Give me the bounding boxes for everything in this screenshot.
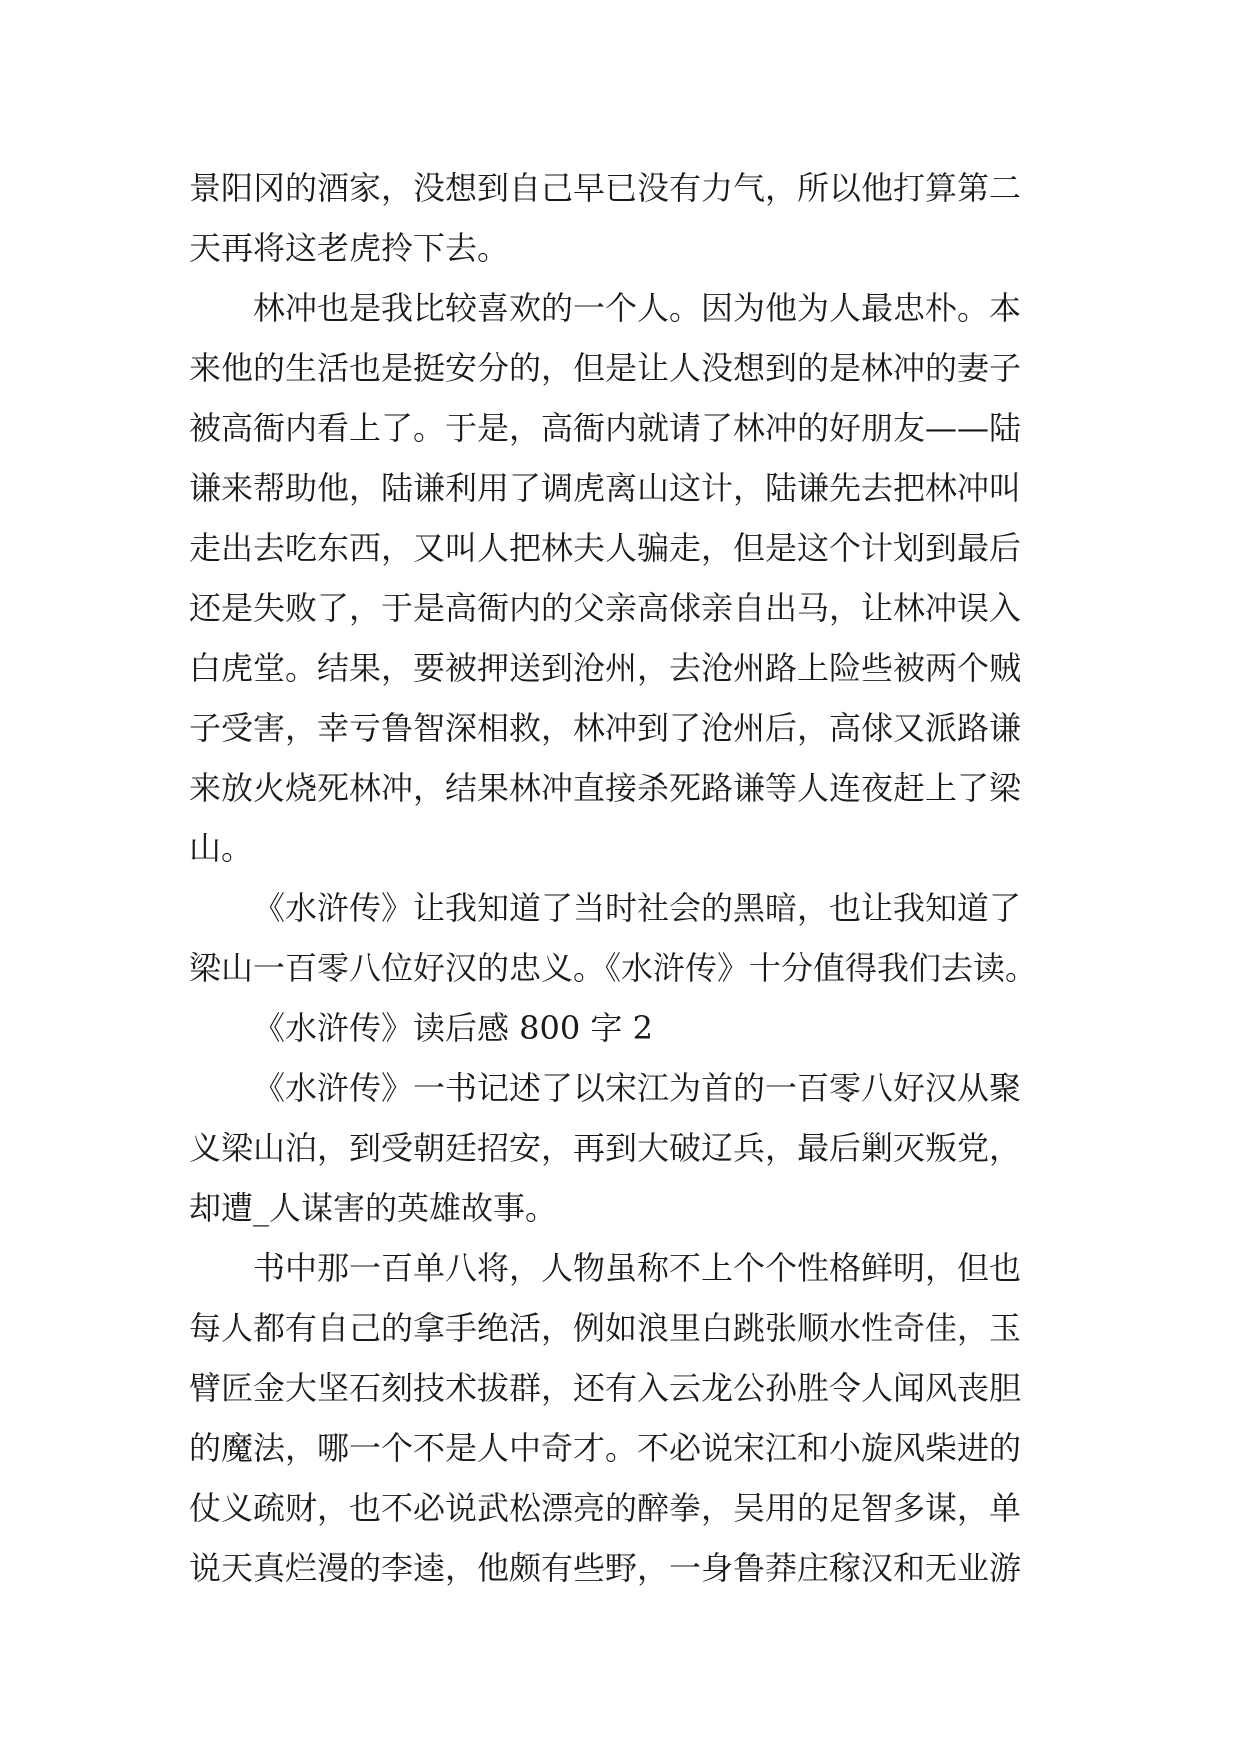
text-line: 却遭_人谋害的英雄故事。 <box>189 1189 558 1227</box>
text-line: 仗义疏财，也不必说武松漂亮的醉拳，吴用的足智多谋，单 <box>189 1489 1022 1527</box>
text-line: 的魔法，哪一个不是人中奇才。不必说宋江和小旋风柴进的 <box>189 1429 1022 1467</box>
text-line: 说天真烂漫的李逵，他颇有些野，一身鲁莽庄稼汉和无业游 <box>189 1549 1022 1587</box>
text-line: 天再将这老虎拎下去。 <box>189 229 510 267</box>
text-line: 每人都有自己的拿手绝活，例如浪里白跳张顺水性奇佳，玉 <box>189 1309 1022 1347</box>
text-line: 走出去吃东西，又叫人把林夫人骗走，但是这个计划到最后 <box>189 529 1022 567</box>
text-line: 白虎堂。结果，要被押送到沧州，去沧州路上险些被两个贼 <box>189 649 1022 687</box>
body-text <box>189 158 1059 1598</box>
text-line: 《水浒传》一书记述了以宋江为首的一百零八好汉从聚 <box>253 1069 1022 1107</box>
text-line: 被高衙内看上了。于是，高衙内就请了林冲的好朋友——陆 <box>189 409 1022 447</box>
text-line: 谦来帮助他，陆谦利用了调虎离山这计，陆谦先去把林冲叫 <box>189 469 1022 507</box>
text-line: 臂匠金大坚石刻技术拔群，还有入云龙公孙胜令人闻风丧胆 <box>189 1369 1022 1407</box>
text-line: 还是失败了，于是高衙内的父亲高俅亲自出马，让林冲误入 <box>189 589 1022 627</box>
text-line: 来他的生活也是挺安分的，但是让人没想到的是林冲的妻子 <box>189 349 1022 387</box>
text-line: 《水浒传》读后感 800 字 2 <box>253 1009 653 1047</box>
text-line: 书中那一百单八将，人物虽称不上个个性格鲜明，但也 <box>253 1249 1022 1287</box>
text-line: 义梁山泊，到受朝廷招安，再到大破辽兵，最后剿灭叛党， <box>189 1129 1022 1167</box>
text-line: 景阳冈的酒家，没想到自己早已没有力气，所以他打算第二 <box>189 169 1022 207</box>
text-line: 来放火烧死林冲，结果林冲直接杀死路谦等人连夜赶上了梁 <box>189 769 1022 807</box>
text-line: 林冲也是我比较喜欢的一个人。因为他为人最忠朴。本 <box>253 289 1022 327</box>
text-line: 山。 <box>189 829 254 867</box>
text-line: 《水浒传》让我知道了当时社会的黑暗，也让我知道了 <box>253 889 1022 927</box>
text-line: 梁山一百零八位好汉的忠义。《水浒传》十分值得我们去读。 <box>189 949 1038 987</box>
text-line: 子受害，幸亏鲁智深相救，林冲到了沧州后，高俅又派路谦 <box>189 709 1022 747</box>
